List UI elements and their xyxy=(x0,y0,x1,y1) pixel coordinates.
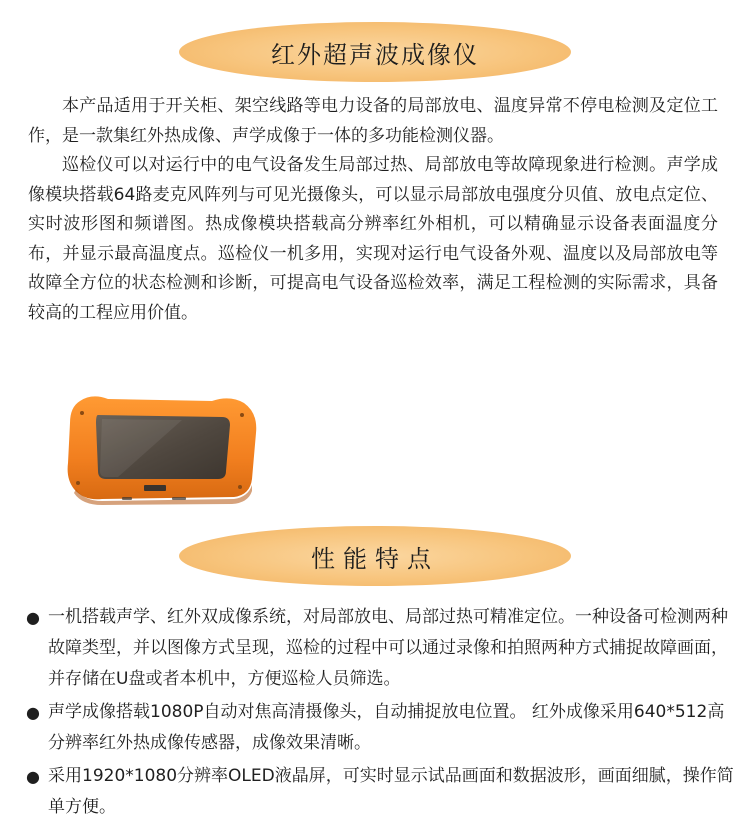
features-title-banner xyxy=(179,526,571,586)
bullet-icon: ● xyxy=(26,767,40,786)
bullet-icon: ● xyxy=(26,608,40,627)
features-list xyxy=(24,602,736,825)
bullet-icon: ● xyxy=(26,703,40,722)
page-title: 红外超声波成像仪 xyxy=(271,40,479,69)
feature-item-text: 一机搭载声学、红外双成像系统，对局部放电、局部过热可精准定位。一种设备可检测两种故障类型，并以图像方式呈现，巡检的过程中可以通过录像和拍照两种方式捕捉故障画面，并存储在U盘或者本机中，方便巡检人员筛选。 xyxy=(48,607,728,689)
feature-item xyxy=(24,602,736,695)
intro-paragraph-1: 本产品适用于开关柜、架空线路等电力设备的局部放电、温度异常不停电检测及定位工作，是一款集红外热成像、声学成像于一体的多功能检测仪器。 xyxy=(28,96,718,146)
section-header-title-banner xyxy=(179,22,571,82)
intro-text-block xyxy=(28,92,718,328)
features-title: 性能特点 xyxy=(311,544,439,573)
tablet-device-icon xyxy=(62,393,260,505)
intro-paragraph-2: 巡检仪可以对运行中的电气设备发生局部过热、局部放电等故障现象进行检测。声学成像模块搭载64路麦克风阵列与可见光摄像头，可以显示局部放电强度分贝值、放电点定位、实时波形图和频谱图。热成像模块搭载高分辨率红外相机，可以精确显示设备表面温度分布，并显示最高温度点。巡检仪一机多用，实现对运行电气设备外观、温度以及局部放电等故障全方位的状态检测和诊断，可提高电气设备巡检效率，满足工程检测的实际需求，具备较高的工程应用价值。 xyxy=(28,155,718,323)
device-image xyxy=(62,393,260,505)
feature-item-text: 声学成像搭载1080P自动对焦高清摄像头，自动捕捉放电位置。 红外成像采用640*512高分辨率红外热成像传感器，成像效果清晰。 xyxy=(48,702,725,753)
feature-item-text: 采用1920*1080分辨率OLED液晶屏，可实时显示试品画面和数据波形，画面细腻，操作简单方便。 xyxy=(48,766,734,817)
feature-item xyxy=(24,697,736,759)
feature-item xyxy=(24,761,736,823)
